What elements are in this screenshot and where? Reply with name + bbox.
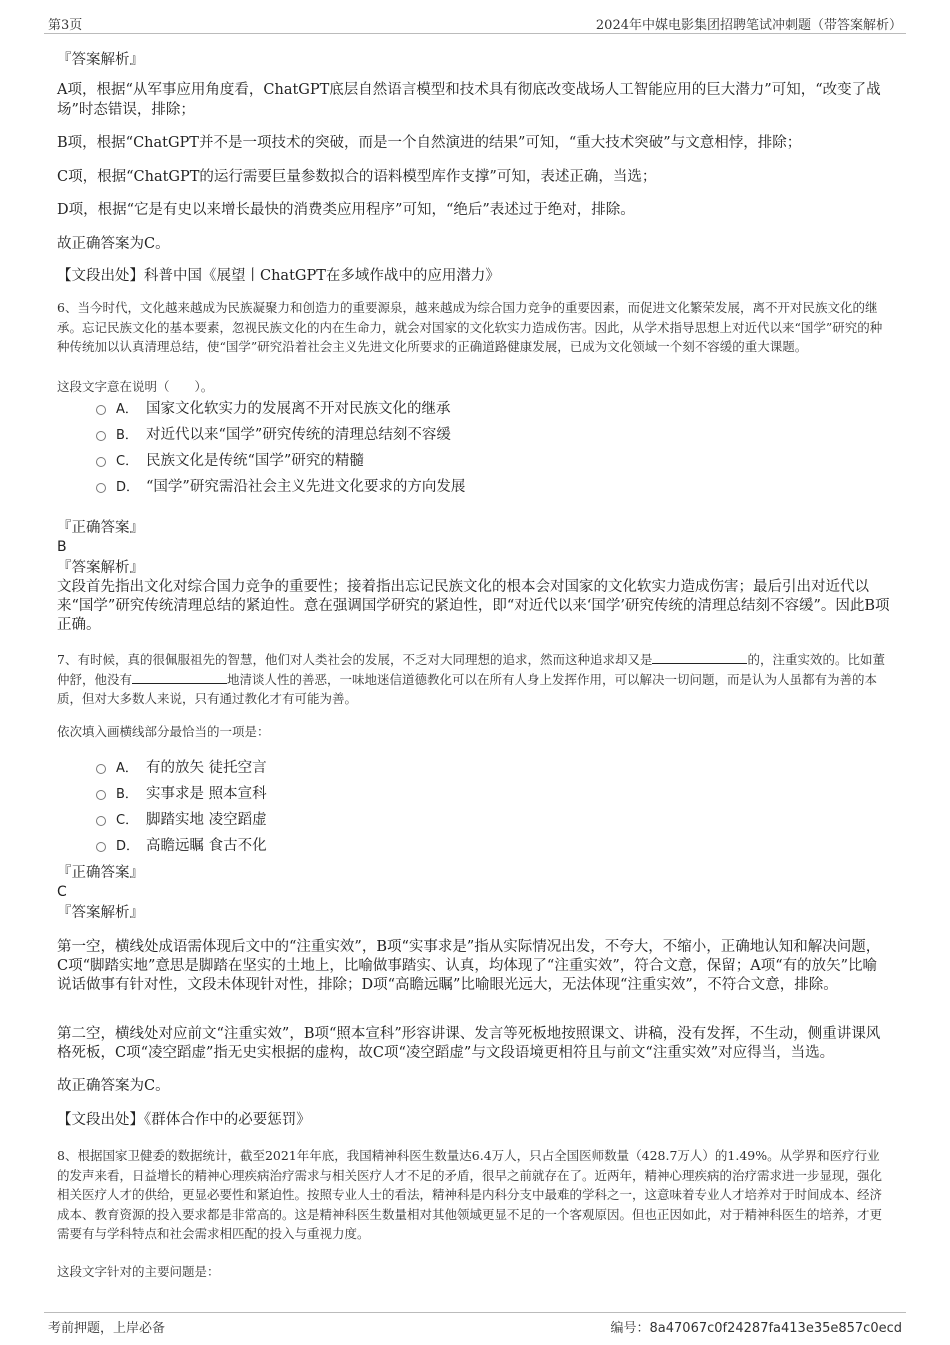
q6-options [96,396,616,500]
q7-option-c[interactable]: C． 脚踏实地 凌空蹈虚 [96,807,616,833]
q7-options [96,755,616,859]
radio-button[interactable] [96,816,106,826]
q8-question: 这段文字针对的主要问题是： [57,1264,220,1279]
q6-stem: 6、当今时代，文化越来越成为民族凝聚力和创造力的重要源泉，越来越成为综合国力竞争的重要因素，而促进文化繁荣发展，离不开对民族文化的继承。忘记民族文化的基本要素，忽视民族文化的内在生命力，就会对国家的文化软实力造成伤害。因此，从学术指导思想上对近代以来“国学”研究的种种传统加以认真清理总结，使“国学”研究沿着社会主义先进文化所要求的正确道路健康发展，已成为文化领域一个刻不容缓的重大课题。 [57,300,883,354]
q7-stem: 7、有时候，真的很佩服祖先的智慧，他们对人类社会的发展，不乏对大同理想的追求，然而这种追求却又是 的，注重实效的。比如董仲舒，他没有 地清谈人性的善恶，一味地迷信道德教化可以在所有人身上发挥作用，可以解决一切问题，而是认为人虽都有为善的本质，但对大多数人来说，只有通过教化才有可能为善。 [57,652,885,706]
page-number: 第3页 [48,18,83,33]
q7-source: 【文段出处】《群体合作中的必要惩罚》 [57,1112,311,1128]
radio-button[interactable] [96,431,106,441]
q5-analysis-d: D项，根据“它是有史以来增长最快的消费类应用程序”可知，“绝后”表述过于绝对，排除。 [57,202,635,218]
radio-button[interactable] [96,405,106,415]
q5-analysis-b: B项，根据“ChatGPT并不是一项技术的突破，而是一个自然演进的结果”可知，“重大技术突破”与文意相悖，排除； [57,135,802,151]
q7-answer-label: 『正确答案』 [57,865,144,881]
q7-option-b[interactable]: B． 实事求是 照本宣科 [96,781,616,807]
fill-blank-2 [132,672,227,684]
q5-analysis-c: C项，根据“ChatGPT的运行需要巨量参数拟合的语料模型库作支撑”可知，表述正确，当选； [57,169,657,185]
q6-analysis: 文段首先指出文化对综合国力竞争的重要性；接着指出忘记民族文化的根本会对国家的文化软实力造成伤害；最后引出对近代以来“国学”研究传统清理总结的紧迫性。意在强调国学研究的紧迫性，即“对近代以来‘国学’研究传统的清理总结刻不容缓”。因此B项正确。 [57,579,890,633]
q7-conclusion: 故正确答案为C。 [57,1078,170,1094]
radio-button[interactable] [96,483,106,493]
q7-question: 依次填入画横线部分最恰当的一项是： [57,724,270,739]
document-title: 2024年中媒电影集团招聘笔试冲刺题（带答案解析） [595,18,902,33]
page-footer [44,1312,906,1334]
radio-button[interactable] [96,764,106,774]
q6-option-a[interactable]: A． 国家文化软实力的发展离不开对民族文化的继承 [96,396,616,422]
radio-button[interactable] [96,790,106,800]
footer-note: 考前押题，上岸必备 [48,1321,166,1336]
q7-option-a[interactable]: A． 有的放矢 徒托空言 [96,755,616,781]
q5-source: 【文段出处】科普中国《展望丨ChatGPT在多域作战中的应用潜力》 [57,268,500,284]
q6-question: 这段文字意在说明（ ）。 [57,379,214,394]
q6-answer-label: 『正确答案』 [57,520,144,536]
q7-option-d[interactable]: D． 高瞻远瞩 食古不化 [96,833,616,859]
q7-analysis-2: 第二空，横线处对应前文“注重实效”，B项“照本宣科”形容讲课、发言等死板地按照课文、讲稿，没有发挥，不生动，侧重讲课风格死板，C项“凌空蹈虚”指无史实根据的虚构，故C项“凌空蹈虚”与文段语境更相符且与前文“注重实效”对应得当，当选。 [57,1026,881,1061]
radio-button[interactable] [96,457,106,467]
q5-conclusion: 故正确答案为C。 [57,236,170,252]
q6-option-d[interactable]: D． “国学”研究需沿社会主义先进文化要求的方向发展 [96,474,616,500]
q6-option-b[interactable]: B． 对近代以来“国学”研究传统的清理总结刻不容缓 [96,422,616,448]
page-header [44,14,906,34]
q6-analysis-label: 『答案解析』 [57,560,144,576]
q6-answer: B [57,539,67,555]
q5-analysis-label: 『答案解析』 [57,52,144,68]
q6-option-c[interactable]: C． 民族文化是传统“国学”研究的精髓 [96,448,616,474]
q7-answer: C [57,884,67,900]
q7-analysis-label: 『答案解析』 [57,905,144,921]
q8-stem: 8、根据国家卫健委的数据统计，截至2021年年底，我国精神科医生数量达6.4万人，只占全国医师数量（428.7万人）的1.49%。从学界和医疗行业的发声来看，日益增长的精神心理疾病治疗需求与相关医疗人才不足的矛盾，很早之前就存在了。近两年，精神心理疾病的治疗需求进一步显现，强化相关医疗人才的供给，更显必要性和紧迫性。按照专业人士的看法，精神科是内科分支中最难的学科之一，这意味着专业人才培养对于时间成本、经济成本、教育资源的投入要求都是非常高的。这是精神科医生数量相对其他领域更显不足的一个客观原因。但也正因如此，对于精神科医生的培养，才更需要有与学科特点和社会需求相匹配的投入与重视力度。 [57,1148,883,1241]
q5-analysis-a: A项，根据“从军事应用角度看，ChatGPT底层自然语言模型和技术具有彻底改变战场人工智能应用的巨大潜力”可知，“改变了战场”时态错误，排除； [57,82,881,118]
fill-blank-1 [652,652,747,664]
document-code: 编号：8a47067c0f24287fa413e35e857c0ecd [610,1321,902,1336]
radio-button[interactable] [96,842,106,852]
q7-analysis-1: 第一空，横线处成语需体现后文中的“注重实效”，B项“实事求是”指从实际情况出发，不夸大，不缩小，正确地认知和解决问题，C项“脚踏实地”意思是脚踏在坚实的土地上，比喻做事踏实、认真，均体现了“注重实效”，符合文意，保留；A项“有的放矢”比喻说话做事有针对性，文段未体现针对性，排除；D项“高瞻远瞩”比喻眼光远大，无法体现“注重实效”，不符合文意，排除。 [57,939,881,993]
